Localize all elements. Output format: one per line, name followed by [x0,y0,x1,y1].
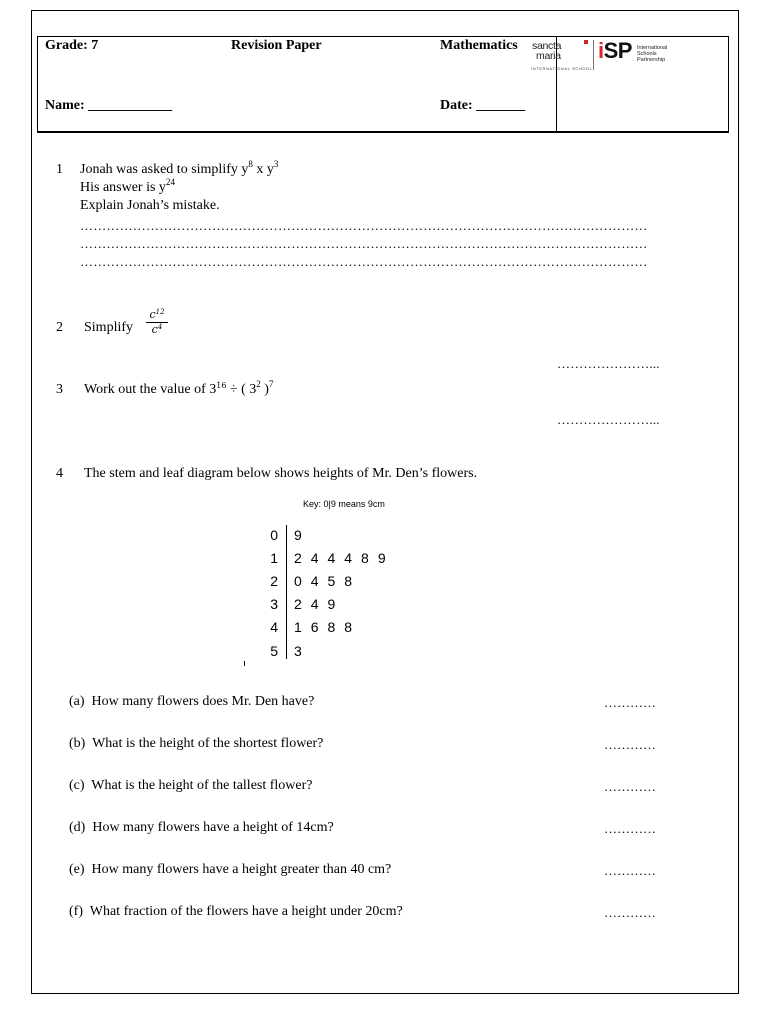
stem-2: 2 [270,573,278,589]
leaves-2: 0 4 5 8 [294,573,353,589]
school-subtitle: INTERNATIONAL SCHOOL [531,66,593,71]
leaves-4: 1 6 8 8 [294,619,353,635]
school-logo [529,38,689,76]
stem-4: 4 [270,619,278,635]
logo-mark-icon [584,40,588,44]
q1-number: 1 [56,162,63,177]
leaves-1: 2 4 4 4 8 9 [294,550,387,566]
q1-line1: Jonah was asked to simplify $y^8$ x $y^3$ [80,159,279,177]
part-b: (b) What is the height of the shortest flower? [69,736,324,751]
q2-number: 2 [56,320,63,335]
part-d: (d) How many flowers have a height of 14cm? [69,820,334,835]
q3-answer-line[interactable]: …………………... [557,412,660,427]
part-f: (f) What fraction of the flowers have a height under 20cm? [69,904,403,919]
q2-text: Simplify [84,320,134,335]
q2-fraction: $\frac{c^{12}}{c^4}$ [146,309,168,336]
part-c: (c) What is the height of the tallest flower? [69,778,313,793]
part-a: (a) How many flowers does Mr. Den have? [69,694,315,709]
subject-label: Mathematics [440,38,518,53]
q1-answer-line-3[interactable]: ………………………………………………………………………………………………………………… [80,254,648,269]
q1-answer-line-2[interactable]: ………………………………………………………………………………………………………………… [80,236,648,251]
name-field[interactable]: Name: ____________ [45,98,173,113]
q4-number: 4 [56,466,63,481]
part-a-answer[interactable]: ………… [604,695,656,710]
stem-leaf-divider [286,525,287,659]
part-f-answer[interactable]: ………… [604,905,656,920]
part-b-answer[interactable]: ………… [604,737,656,752]
stray-mark [244,661,245,666]
stem-leaf-key: Key: 0|9 means 9cm [303,499,385,509]
leaves-5: 3 [294,643,303,659]
stem-5: 5 [270,643,278,659]
q1-answer-line-1[interactable]: ………………………………………………………………………………………………………………… [80,218,648,233]
paper-title: Revision Paper [231,38,322,53]
sancta-maria-wordmark: sancta maria [532,40,562,62]
part-d-answer[interactable]: ………… [604,821,656,836]
q3-text: Work out the value of $3^{16}$ ÷ ( $3^2$ )$^7$ [84,379,274,397]
leaves-0: 9 [294,527,303,543]
date-field[interactable]: Date: _______ [440,98,526,113]
isp-wordmark: iSP [598,38,632,63]
part-c-answer[interactable]: ………… [604,779,656,794]
stem-0: 0 [270,527,278,543]
q3-number: 3 [56,382,63,397]
q1-line2: His answer is $y^{24}$ [80,177,175,195]
part-e: (e) How many flowers have a height greater than 40 cm? [69,862,392,877]
q2-answer-line[interactable]: …………………... [557,356,660,371]
leaves-3: 2 4 9 [294,596,336,612]
q4-text: The stem and leaf diagram below shows heights of Mr. Den’s flowers. [84,466,478,481]
stem-1: 1 [270,550,278,566]
page-border [31,10,739,994]
part-e-answer[interactable]: ………… [604,863,656,878]
isp-subtitle: International Schools Partnership [637,45,668,63]
q1-line3: Explain Jonah’s mistake. [80,198,220,213]
stem-3: 3 [270,596,278,612]
logo-divider [593,40,594,70]
grade-label: Grade: 7 [45,38,99,53]
